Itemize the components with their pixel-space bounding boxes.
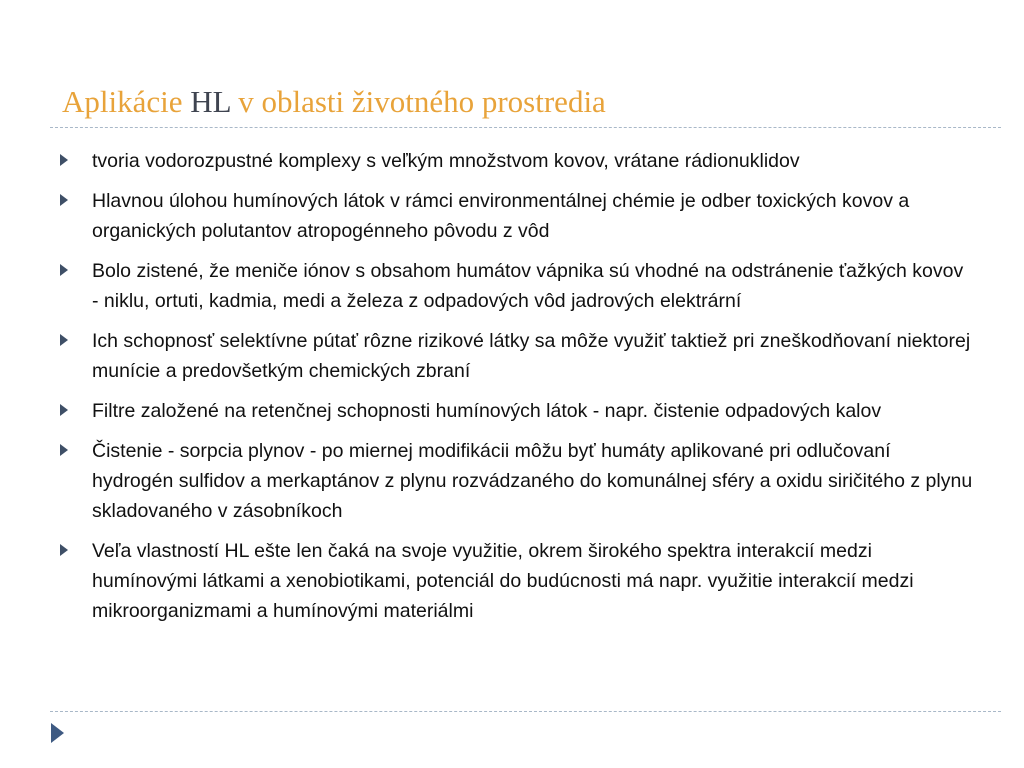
bullet-item-7: [60, 536, 975, 626]
triangle-right-icon: [60, 194, 68, 206]
triangle-right-icon: [60, 154, 68, 166]
triangle-right-icon: [60, 264, 68, 276]
triangle-right-icon: [60, 544, 68, 556]
bullet-item-5: [60, 396, 975, 426]
slide-title: [62, 80, 606, 124]
footer-divider: [50, 711, 1001, 712]
bullet-item-3: [60, 256, 975, 316]
triangle-right-icon: [60, 334, 68, 346]
title-divider: [50, 127, 1001, 128]
title-part-hl: HL: [190, 84, 231, 119]
bullet-text: Bolo zistené, že meniče iónov s obsahom humátov vápnika sú vhodné na odstránenie ťažkých kovov - niklu, ortuti, kadmia, medi a železa z odpadových vôd jadrových elektrární: [92, 260, 964, 312]
bullet-text: Veľa vlastností HL ešte len čaká na svoje využitie, okrem širokého spektra interakcií medzi humínovými látkami a xenobiotikami, potenciál do budúcnosti má napr. využitie interakcií medzi mikroorganizmami a humínovými materiálmi: [92, 540, 914, 622]
bullet-item-1: [60, 146, 975, 176]
play-arrow-icon[interactable]: [51, 723, 64, 743]
bullet-text: Ich schopnosť selektívne pútať rôzne rizikové látky sa môže využiť taktiež pri zneškodňovaní niektorej munície a predovšetkým chemických zbraní: [92, 330, 971, 382]
bullet-item-6: [60, 436, 975, 526]
bullet-item-4: [60, 326, 975, 386]
title-part-rest: v oblasti životného prostredia: [238, 84, 606, 119]
triangle-right-icon: [60, 404, 68, 416]
bullet-list: [60, 146, 975, 636]
bullet-item-2: [60, 186, 975, 246]
bullet-text: tvoria vodorozpustné komplexy s veľkým množstvom kovov, vrátane rádionuklidov: [92, 150, 800, 172]
bullet-text: Hlavnou úlohou humínových látok v rámci environmentálnej chémie je odber toxických kovov a organických polutantov atropogénneho pôvodu z vôd: [92, 190, 910, 242]
bullet-text: Filtre založené na retenčnej schopnosti humínových látok - napr. čistenie odpadových kalov: [92, 400, 882, 422]
title-part-aplikacie: Aplikácie: [62, 84, 183, 119]
triangle-right-icon: [60, 444, 68, 456]
bullet-text: Čistenie - sorpcia plynov - po miernej modifikácii môžu byť humáty aplikované pri odlučovaní hydrogén sulfidov a merkaptánov z plynu rozvádzaného do komunálnej sféry a oxidu siričitého z plynu skladovaného v zásobníkoch: [92, 440, 973, 522]
